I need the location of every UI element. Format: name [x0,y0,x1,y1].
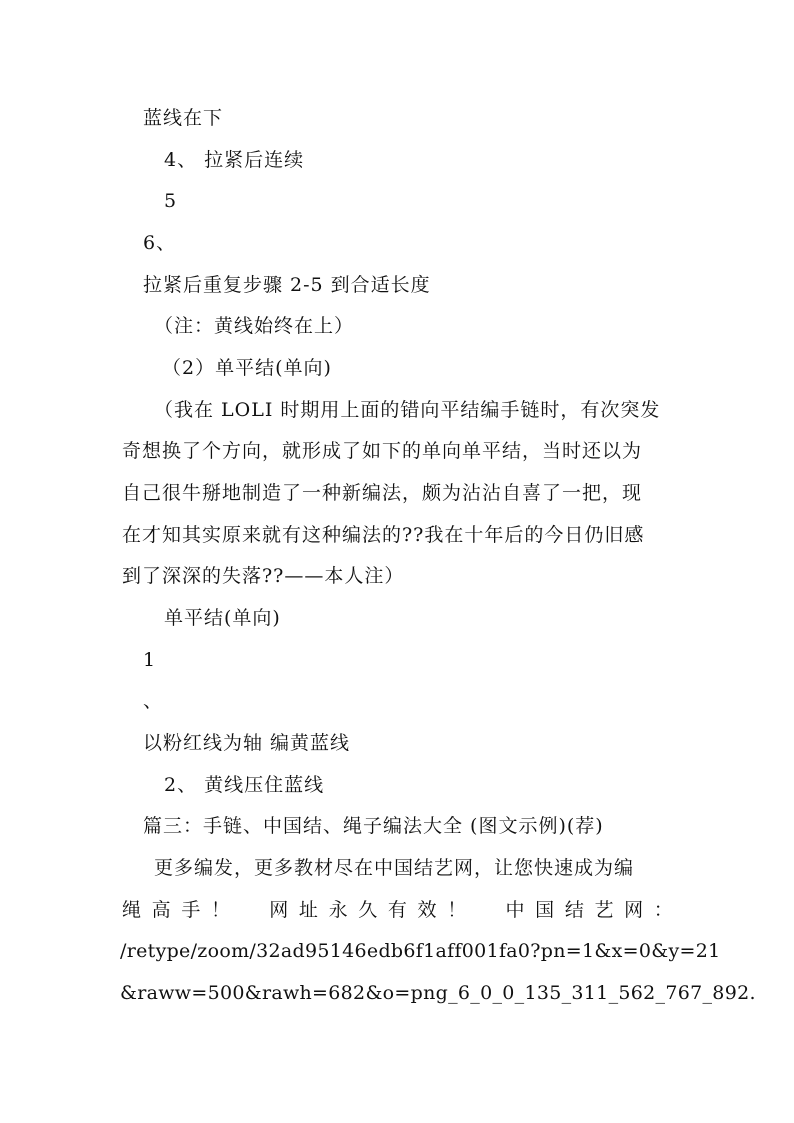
step-2-line: 2、 黄线压住蓝线 [164,774,325,796]
paragraph-line-spaced: 绳 高 手 ！ 网 址 永 久 有 效 ！ 中 国 结 艺 网 ： [122,899,673,921]
section-heading: （2）单平结(单向) [162,357,332,379]
step-1-line: 以粉红线为轴 编黄蓝线 [143,732,351,754]
paragraph-line: 在才知其实原来就有这种编法的??我在十年后的今日仍旧感 [122,524,645,546]
paragraph-line: 更多编发，更多教材尽在中国结艺网，让您快速成为编 [154,857,635,879]
text-line: 拉紧后重复步骤 2-5 到合适长度 [143,274,431,296]
url-line: &raww=500&rawh=682&o=png_6_0_0_135_311_562_767_892. [120,982,756,1004]
subheading: 单平结(单向) [164,607,281,629]
url-line: /retype/zoom/32ad95146edb6f1aff001fa0?pn=1&x=0&y=21 [120,940,721,962]
step-5-line: 5 [164,190,178,212]
step-6-line: 6、 [143,232,177,254]
step-4-line: 4、 拉紧后连续 [164,149,305,171]
paragraph-line: （我在 LOLI 时期用上面的错向平结编手链时，有次突发 [154,399,661,421]
paragraph-line: 奇想换了个方向，就形成了如下的单向单平结，当时还以为 [122,440,643,462]
step-1-mark: 、 [143,690,164,712]
paragraph-line: 自己很牛掰地制造了一种新编法，颇为沾沾自喜了一把，现 [122,482,643,504]
paragraph-line: 到了深深的失落??——本人注） [122,565,405,587]
step-1-number: 1 [143,649,157,671]
note-line: （注：黄线始终在上） [154,315,355,337]
chapter-heading: 篇三：手链、中国结、绳子编法大全 (图文示例)(荐) [143,815,604,837]
text-line: 蓝线在下 [143,107,224,129]
